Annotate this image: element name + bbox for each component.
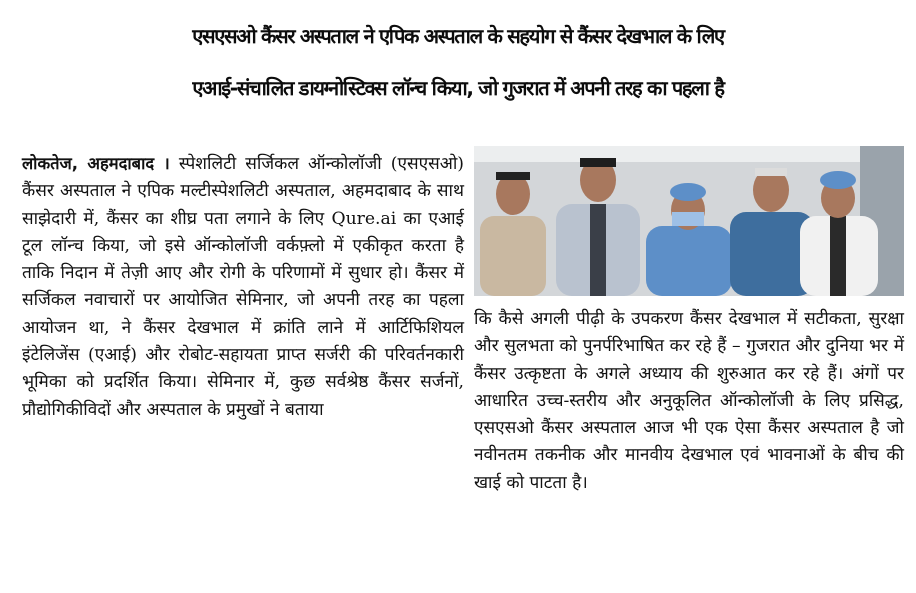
dateline: लोकतेज, अहमदाबाद ।: [22, 154, 170, 173]
article-left-column: [22, 150, 464, 424]
headline-line-1: एसएसओ कैंसर अस्पताल ने एपिक अस्पताल के सहयोग से कैंसर देखभाल के लिए: [192, 24, 724, 48]
article-body-left: [22, 150, 464, 424]
article-right-column: [474, 306, 904, 497]
news-photo: [474, 146, 904, 296]
group-photo-illustration: [474, 146, 904, 296]
article-text-left: स्पेशलिटी सर्जिकल ऑन्कोलॉजी (एसएसओ) कैंसर अस्पताल ने एपिक मल्टीस्पेशलिटी अस्पताल, अहमदाबाद के साथ साझेदारी में, कैंसर का शीघ्र पता लगाने के लिए Qure.ai का एआई टूल लॉन्च किया, जो इसे ऑन्कोलॉजी वर्कफ़्लो में एकीकृत करता है ताकि निदान में तेज़ी आए और रोगी के परिणामों में सुधार हो। कैंसर में सर्जिकल नवाचारों पर आयोजित सेमिनार, जो अपनी तरह का पहला आयोजन था, ने कैंसर देखभाल में क्रांति लाने में आर्टिफिशियल इंटेलिजेंस (एआई) और रोबोट-सहायता प्राप्त सर्जरी की परिवर्तनकारी भूमिका को प्रदर्शित किया। सेमिनार में, कुछ सर्वश्रेष्ठ कैंसर सर्जनों, प्रौद्योगिकीविदों और अस्पताल के प्रमुखों ने बताया: [22, 154, 465, 420]
headline-line-2: एआई-संचालित डायग्नोस्टिक्स लॉन्च किया, जो गुजरात में अपनी तरह का पहला है: [192, 76, 724, 100]
headline: [0, 0, 916, 114]
article-body-right: कि कैसे अगली पीढ़ी के उपकरण कैंसर देखभाल में सटीकता, सुरक्षा और सुलभता को पुनर्परिभाषित कर रहे हैं – गुजरात और दुनिया भर में कैंसर उत्कृष्टता के अगले अध्याय की शुरुआत कर रहे हैं। अंगों पर आधारित उच्च-स्तरीय और अनुकूलित ऑन्कोलॉजी के लिए प्रसिद्ध, एसएसओ कैंसर अस्पताल आज भी एक ऐसा कैंसर अस्पताल है जो नवीनतम तकनीक और मानवीय देखभाल एवं भावनाओं के बीच की खाई को पाटता है।: [474, 309, 904, 493]
